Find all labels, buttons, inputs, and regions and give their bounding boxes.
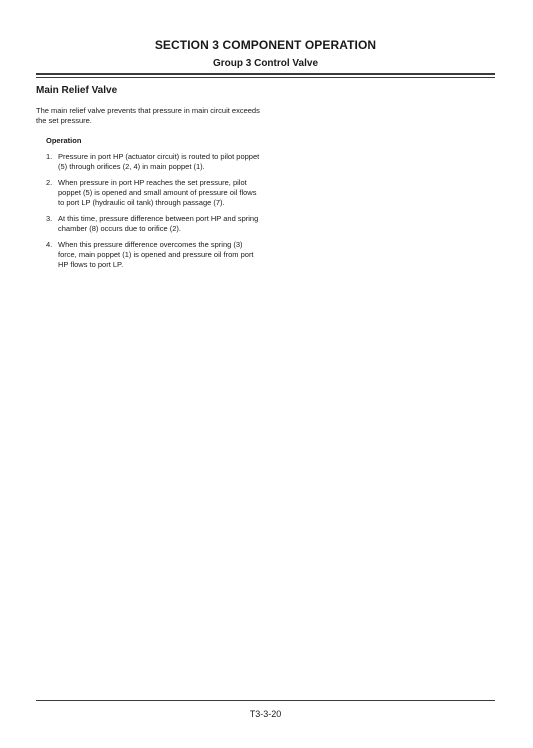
operation-heading: Operation [46, 136, 82, 145]
section-title: SECTION 3 COMPONENT OPERATION [154, 38, 377, 52]
intro-paragraph: The main relief valve prevents that pressure in main circuit exceeds the set pressure. [36, 106, 260, 125]
footer-divider [36, 700, 495, 701]
step-number: 4. [46, 240, 53, 249]
step-number: 3. [46, 214, 53, 223]
step-item [46, 152, 261, 172]
main-heading: Main Relief Valve [36, 85, 118, 96]
step-number: 1. [46, 152, 53, 161]
step-item [46, 178, 261, 208]
operation-steps [36, 152, 261, 270]
page-number: T3-3-20 [249, 709, 282, 719]
page-header [36, 38, 495, 70]
step-text: Pressure in port HP (actuator circuit) is routed to pilot poppet (5) through orifices (2, 4) in main poppet (1). [58, 152, 260, 171]
step-text: When this pressure difference overcomes the spring (3) force, main poppet (1) is opened and pressure oil from port HP flows to port LP. [58, 240, 254, 269]
main-content [36, 84, 261, 276]
step-item [46, 214, 261, 234]
step-text: When pressure in port HP reaches the set pressure, pilot poppet (5) is opened and small amount of pressure oil flows to port LP (hydraulic oil tank) through passage (7). [58, 178, 257, 207]
header-divider-thick [36, 73, 495, 75]
header-divider-thin [36, 77, 495, 78]
step-number: 2. [46, 178, 53, 187]
step-text: At this time, pressure difference between port HP and spring chamber (8) occurs due to orifice (2). [58, 214, 259, 233]
step-item [46, 240, 261, 270]
group-title: Group 3 Control Valve [212, 58, 319, 69]
